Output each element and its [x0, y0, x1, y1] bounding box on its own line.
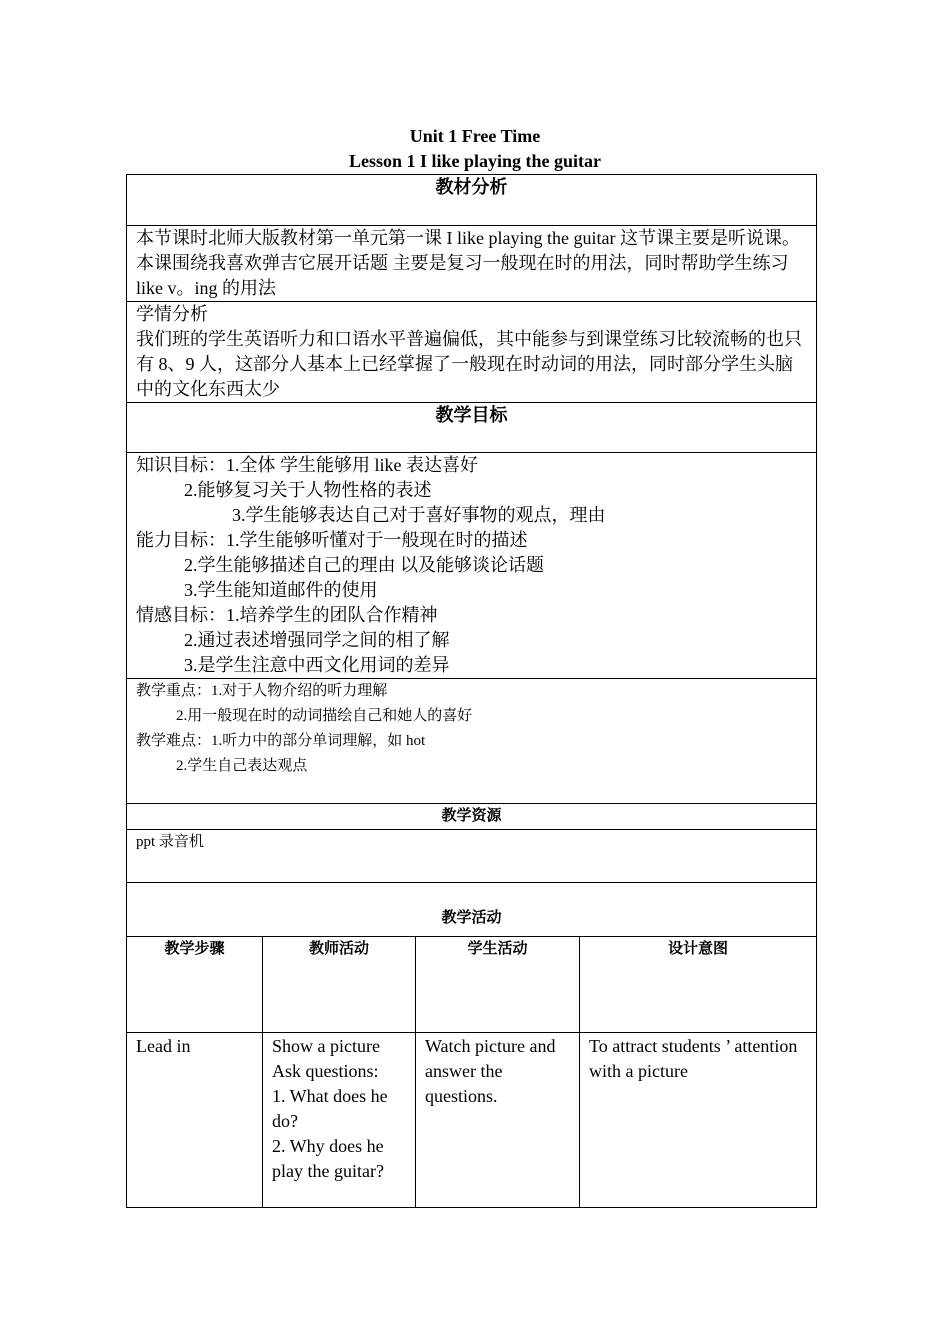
lesson-plan-table	[126, 174, 817, 1208]
student-analysis-body: 我们班的学生英语听力和口语水平普遍偏低，其中能参与到课堂练习比较流畅的也只有 8、9 人，这部分人基本上已经掌握了一般现在时动词的用法，同时部分学生头脑中的文化东西太少	[136, 329, 802, 399]
objective-line: 情感目标：1.培养学生的团队合作精神	[136, 605, 438, 625]
objective-line: 3.学生能知道邮件的使用	[184, 580, 378, 600]
material-analysis-heading: 教材分析	[127, 175, 817, 226]
student-analysis-heading: 学情分析	[136, 304, 208, 324]
column-header-teacher: 教师活动	[263, 937, 416, 1033]
activities-heading: 教学活动	[127, 883, 817, 937]
objective-line: 3.学生能够表达自己对于喜好事物的观点，理由	[232, 505, 606, 525]
activity-intent-cell: To attract students ’ attention with a picture	[580, 1033, 817, 1208]
key-point-line: 教学难点：1.听力中的部分单词理解，如 hot	[136, 733, 426, 749]
activity-teacher-cell	[263, 1033, 416, 1208]
key-points-cell	[127, 679, 817, 804]
objective-line: 能力目标：1.学生能够听懂对于一般现在时的描述	[136, 530, 528, 550]
activity-student-cell: Watch picture and answer the questions.	[416, 1033, 580, 1208]
objective-line: 2.学生能够描述自己的理由 以及能够谈论话题	[184, 555, 544, 575]
activity-step-cell: Lead in	[127, 1033, 263, 1208]
objective-line: 2.通过表述增强同学之间的相了解	[184, 630, 450, 650]
column-header-intent: 设计意图	[580, 937, 817, 1033]
student-analysis-cell	[127, 302, 817, 403]
teacher-activity-line: Ask questions:	[272, 1061, 379, 1081]
material-analysis-body: 本节课时北师大版教材第一单元第一课 I like playing the guitar 这节课主要是听说课。本课围绕我喜欢弹吉它展开话题 主要是复习一般现在时的用法，同时帮助学生练习 like v。ing 的用法	[127, 226, 817, 302]
teacher-activity-line: Show a picture	[272, 1036, 380, 1056]
teacher-activity-line: 1. What does he do?	[272, 1086, 388, 1131]
resources-heading: 教学资源	[127, 804, 817, 830]
objectives-heading: 教学目标	[127, 403, 817, 453]
objective-line: 3.是学生注意中西文化用词的差异	[184, 655, 450, 675]
column-header-step: 教学步骤	[127, 937, 263, 1033]
document-title: Unit 1 Free Time	[409, 126, 541, 146]
resources-body: ppt 录音机	[127, 830, 817, 883]
document-subtitle: Lesson 1 I like playing the guitar	[348, 151, 602, 171]
objectives-body	[127, 453, 817, 679]
objective-line: 知识目标：1.全体 学生能够用 like 表达喜好	[136, 455, 478, 475]
key-point-line: 2.用一般现在时的动词描绘自己和她人的喜好	[176, 708, 473, 724]
objective-line: 2.能够复习关于人物性格的表述	[184, 480, 432, 500]
column-header-student: 学生活动	[416, 937, 580, 1033]
key-point-line: 2.学生自己表达观点	[176, 758, 308, 774]
teacher-activity-line: 2. Why does he play the guitar?	[272, 1136, 384, 1181]
key-point-line: 教学重点：1.对于人物介绍的听力理解	[136, 683, 388, 699]
